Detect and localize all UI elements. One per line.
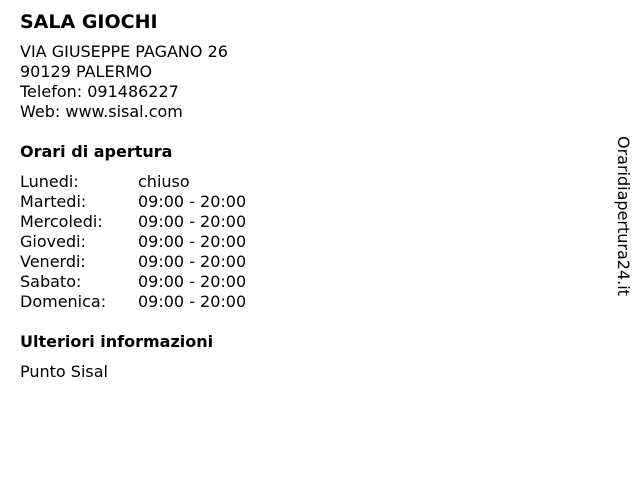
day-hours: 09:00 - 20:00 — [138, 252, 247, 271]
day-label: Giovedi: — [20, 232, 86, 251]
day-hours: 09:00 - 20:00 — [138, 232, 247, 251]
day-hours: 09:00 - 20:00 — [138, 212, 247, 231]
opening-hours-table — [20, 172, 246, 312]
hours-row-friday — [20, 252, 246, 272]
website: Web: www.sisal.com — [20, 102, 183, 121]
additional-info-heading: Ulteriori informazioni — [20, 332, 214, 351]
hours-row-wednesday — [20, 212, 246, 232]
site-watermark: Oraridiapertura24.it — [614, 136, 633, 296]
hours-row-monday — [20, 172, 246, 192]
business-name: SALA GIOCHI — [20, 11, 158, 33]
day-hours: 09:00 - 20:00 — [138, 192, 247, 211]
address-city: 90129 PALERMO — [20, 62, 153, 81]
day-hours: chiuso — [138, 172, 190, 191]
day-hours: 09:00 - 20:00 — [138, 292, 247, 311]
hours-row-tuesday — [20, 192, 246, 212]
day-label: Mercoledi: — [20, 212, 103, 231]
day-label: Lunedi: — [20, 172, 79, 191]
day-hours: 09:00 - 20:00 — [138, 272, 247, 291]
phone-number: Telefon: 091486227 — [20, 82, 179, 101]
hours-row-sunday — [20, 292, 246, 312]
day-label: Domenica: — [20, 292, 107, 311]
opening-hours-heading: Orari di apertura — [20, 142, 173, 161]
additional-info-text: Punto Sisal — [20, 362, 108, 381]
day-label: Sabato: — [20, 272, 82, 291]
day-label: Venerdi: — [20, 252, 86, 271]
contact-block — [20, 42, 580, 122]
hours-row-saturday — [20, 272, 246, 292]
day-label: Martedi: — [20, 192, 87, 211]
hours-row-thursday — [20, 232, 246, 252]
address-street: VIA GIUSEPPE PAGANO 26 — [20, 42, 228, 61]
business-card — [20, 10, 580, 382]
